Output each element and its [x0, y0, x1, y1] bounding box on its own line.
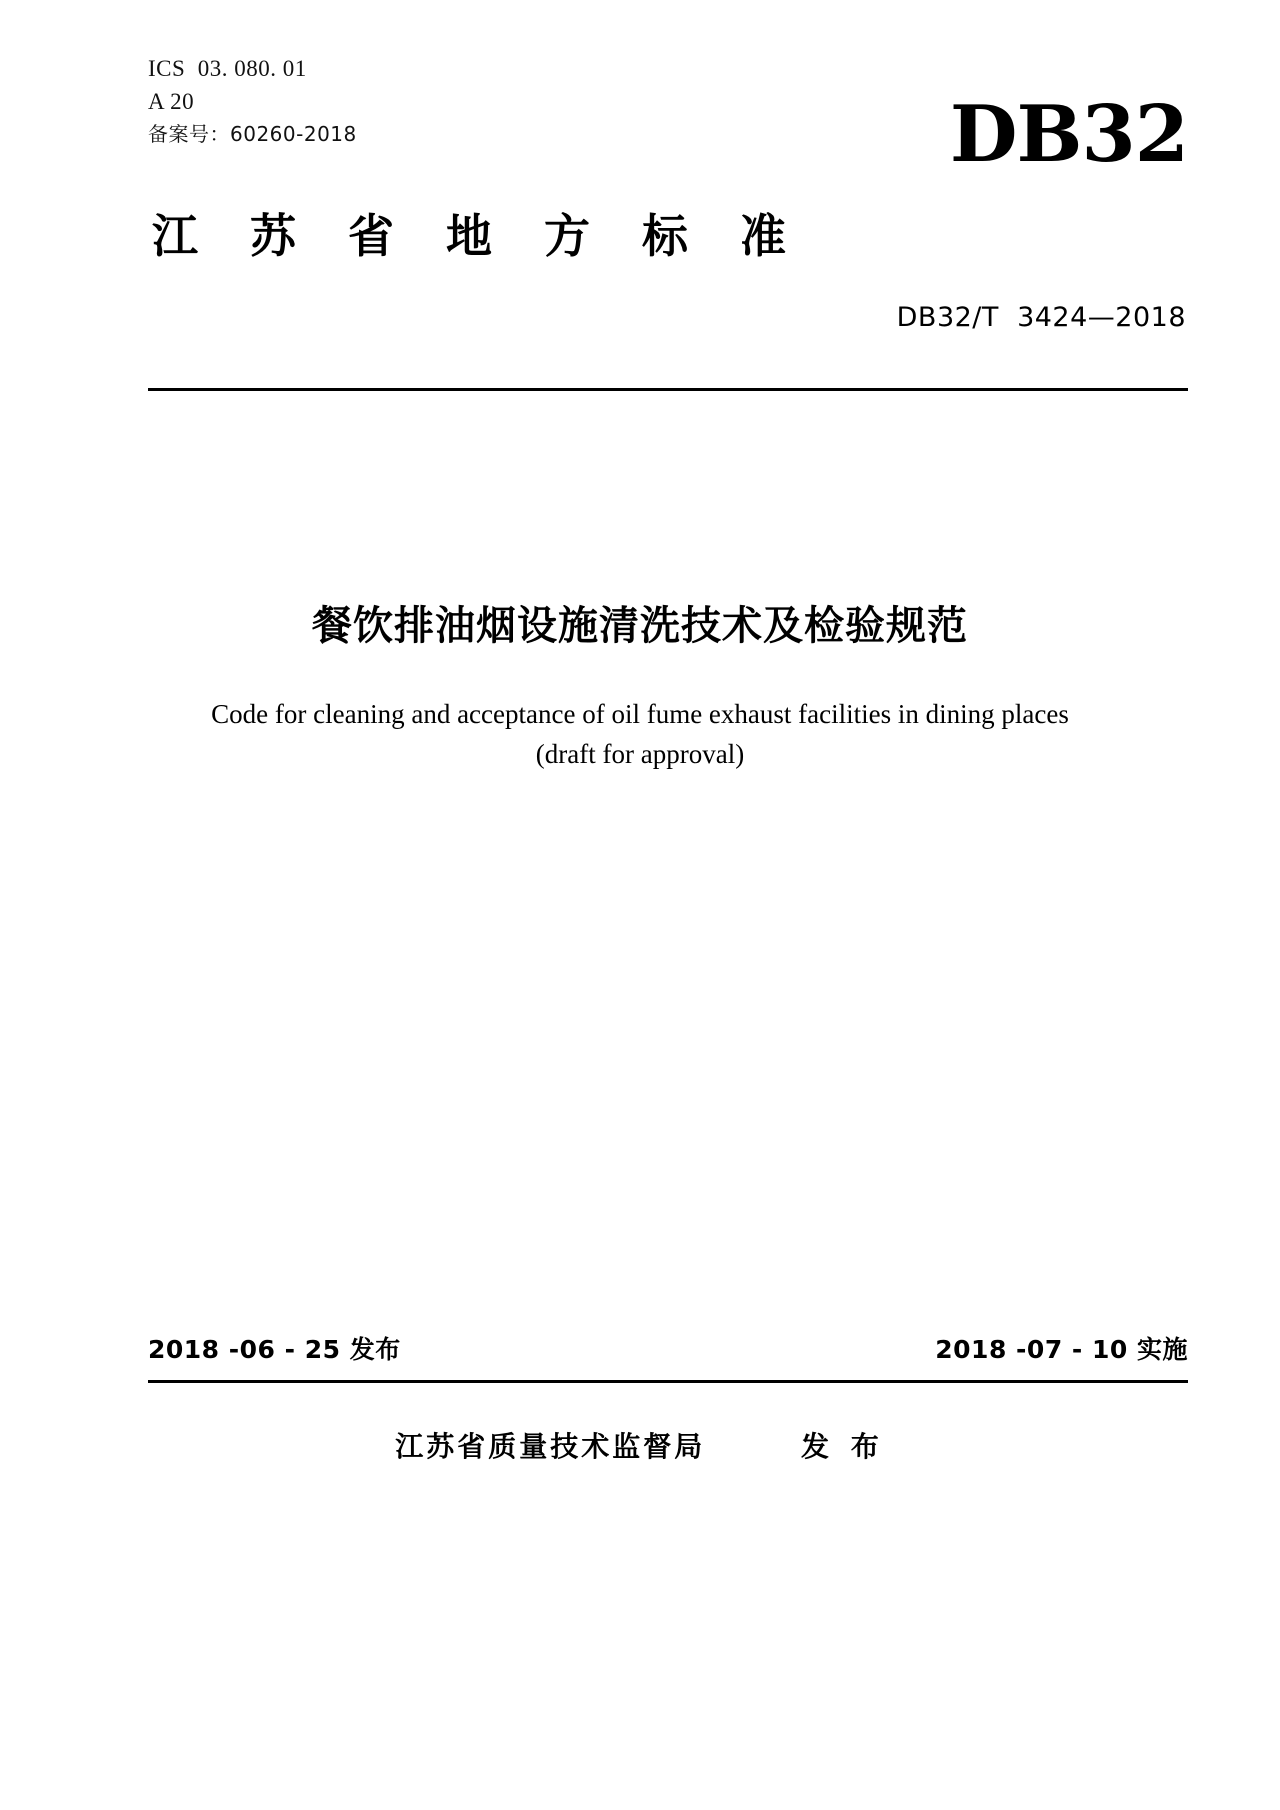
ics-number: ICS 03. 080. 01 [148, 56, 307, 81]
record-number: 备案号：60260-2018 [148, 122, 357, 146]
db32-logo: DB32 [949, 89, 1188, 180]
issuer-name: 江苏省质量技术监督局 [395, 1430, 706, 1463]
document-title-en-line2: (draft for approval) [535, 739, 745, 769]
standard-code: DB32/T 3424—2018 [896, 302, 1186, 333]
document-title-en [0, 694, 1280, 774]
date-row [148, 1330, 1188, 1366]
issue-date: 2018 -06 - 25 发布 [148, 1335, 401, 1364]
document-title-cn: 餐饮排油烟设施清洗技术及检验规范 [312, 603, 968, 649]
standard-metadata [148, 52, 357, 151]
classification-code: A 20 [148, 89, 195, 114]
header-divider [148, 388, 1188, 391]
issuer-action: 发 布 [801, 1430, 885, 1463]
footer-divider [148, 1380, 1188, 1383]
standard-series-title: 江苏省地方标准 [152, 209, 838, 263]
issuer-row [0, 1425, 1280, 1465]
document-title-en-line1: Code for cleaning and acceptance of oil fume exhaust facilities in dining places [211, 699, 1069, 729]
effective-date: 2018 -07 - 10 实施 [935, 1335, 1188, 1364]
